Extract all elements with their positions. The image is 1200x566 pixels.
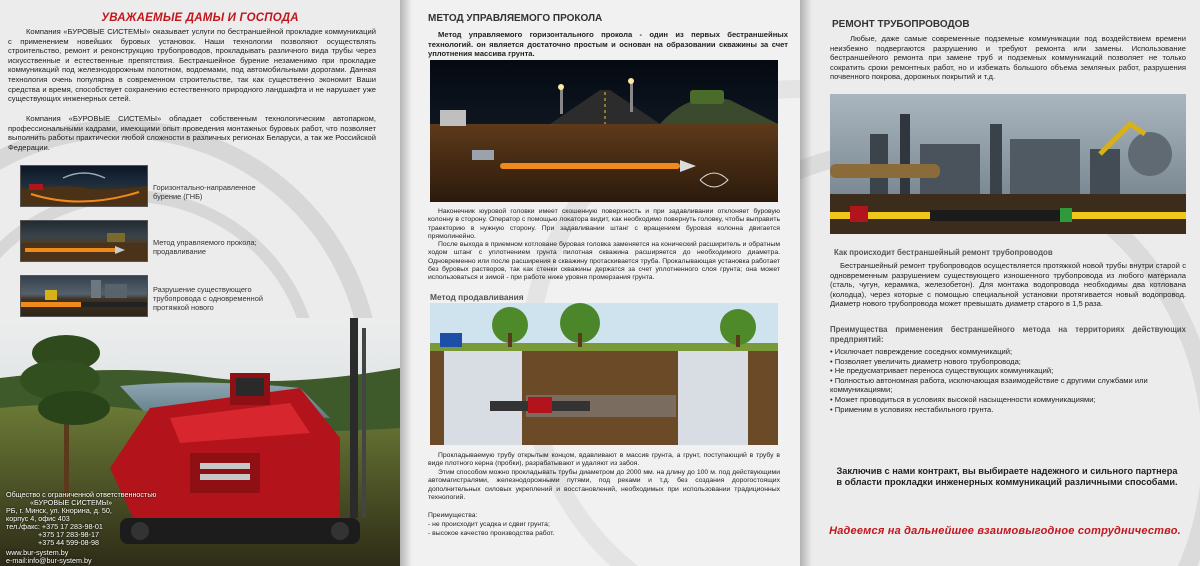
contact-phone-fax: тел./факс: +375 17 283-98-01 (6, 522, 103, 531)
lead-paragraph: Метод управляемого горизонтального прокола - один из первых бестраншейных технологий. он является достаточно простым и основан на образовании скважины за счет уплотнения массива грунта. (428, 30, 788, 59)
piercing-illustration (430, 60, 778, 202)
section-title: РЕМОНТ ТРУБОПРОВОДОВ (832, 19, 970, 30)
repair-process-paragraph: Бестраншейный ремонт трубопроводов осуществляется протяжкой новой трубы внутри старой с одновременным разрушением существующего изношенного трубопровода из любого материала (сталь, чугун, керамика, железобетон). Для монтажа водопровода необходимы два котлована (колодца), через которые с помощью специальной установки протягивается новый водопровод. Диаметр нового трубопровода может превышать диаметр старого в 1,5 раза. (830, 261, 1186, 309)
contact-website-link[interactable]: www.bur-system.by (6, 548, 69, 557)
list-item: • Позволяет увеличить диаметр нового трубопровода; (830, 356, 1021, 366)
subsection-title: Метод продавливания (430, 292, 524, 302)
advantages-title: Преимущества: (428, 512, 478, 519)
intro-paragraph: Компания «БУРОВЫЕ СИСТЕМЫ» оказывает услуги по бестраншейной прокладке коммуникаций с применением новейших буровых установок. Наши технологии позволяют осуществлять строительство, ремонт и реконструкцию трубопроводов, прокладывать различного вида трубы через искусственные и естественные препятствия. Бестраншейное бурение незаменимо при прокладке коммуникаций под железнодорожным полотном, водоемами, под автомобильными дорогами. Данная технология очень популярна в современном строительстве, так как существенно экономит Ваши средства и время, способствует сохранению естественного природного ландшафта и не нарушает уже существующих инженерных сетей. (8, 27, 376, 104)
method-label-piercing: Метод управляемого прокола; продавливание (153, 238, 257, 256)
list-item: • Не предусматривает переноса существующих коммуникаций; (830, 366, 1054, 376)
advantage-item: - высокое качество производства работ. (428, 530, 555, 537)
panel-piercing-method (400, 0, 800, 566)
page-fold-shadow (400, 0, 412, 566)
paragraph-pushing: Прокладываемую трубу открытым концом, вдавливают в массив грунта, а грунт, поступающий в трубу в виде плотного керна (пробки), разрабатывают и удаляют из забоя. (428, 452, 780, 468)
contact-email-link[interactable]: e-mail:info@bur-system.by (6, 556, 92, 565)
closing-slogan: Надеемся на дальнейшее взаимовыгодное сотрудничество. (829, 525, 1181, 537)
intro-paragraph: Любые, даже самые современные подземные коммуникации под воздействием времени неизбежно подвергаются разрушению и требуют ремонта или замены. Использование бестраншейного ремонта при замене труб и подземных коммуникаций позволяет не только сократить сроки ремонтных работ, но и избежать большого объема земляных работ, разрушения почвенного покрова, дорожных покрытий и т.д. (830, 34, 1186, 82)
panel-pipe-repair (800, 0, 1200, 566)
section-title: МЕТОД УПРАВЛЯЕМОГО ПРОКОЛА (428, 13, 603, 24)
subsection-title: Как происходит бестраншейный ремонт трубопроводов (834, 248, 1053, 257)
contract-statement: Заключив с нами контракт, вы выбираете надежного и сильного партнера в области прокладки инженерных коммуникаций различными способами. (836, 466, 1178, 487)
method-label-hdd: Горизонтально-направленное бурение (ГНБ) (153, 183, 256, 201)
contact-company-line1: Общество с ограниченной ответственностью (6, 490, 157, 499)
advantages-list (830, 347, 1186, 414)
contact-address-line2: корпус 4, офис 403 (6, 514, 70, 523)
contact-phone-3: +375 44 599-08-98 (38, 538, 99, 547)
pipe-repair-illustration (830, 94, 1186, 234)
page-title: УВАЖАЕМЫЕ ДАМЫ И ГОСПОДА (101, 12, 299, 24)
list-item: • Полностью автономная работа, исключающая взаимодействие с другими службами или коммуникациями; (830, 375, 1148, 395)
paragraph-expansion: После выхода в приемном котловане буровая головка заменяется на конический расширитель и обратным ходом штанг с уплотнением грунта пилотная скважина расширяется до необходимого диаметра. Одновременно или после расширения в скважину протаскивается труба. Прокалывающая установка работает без буровых растворов, так как стенки скважины держатся за счет уплотненного слоя грунта; она может использоваться и зимой - при работе ниже уровня промерзания грунта. (428, 241, 780, 282)
list-item: • Применим в условиях нестабильного грунта. (830, 404, 994, 414)
contact-company-line2: «БУРОВЫЕ СИСТЕМЫ» (30, 498, 113, 507)
company-paragraph: Компания «БУРОВЫЕ СИСТЕМЫ» обладает собственным технологическим автопарком, профессиональными кадрами, имеющими опыт проведения монтажных буровых работ, что позволяет выполнить работы практически любой сложности в различных регионах Беларуси, а так же Российской Федерации. (8, 114, 376, 152)
pipe-bursting-thumbnail (20, 275, 148, 317)
panel-intro (0, 0, 400, 566)
paragraph-diameter: Этим способом можно прокладывать трубы диаметром до 2000 мм. на длину до 100 м. под действующими автомагистралями, железнодорожными путями, под реками и т.д. без создания дорогостоящих дополнительных силовых укреплений и восстановлений, необходимых при использовании традиционных технологий. (428, 469, 780, 501)
advantages-title: Преимущества применения бестраншейного метода на территориях действующих предприятий: (830, 325, 1186, 344)
list-item: • Может проводиться в условиях высокой насыщенности коммуникациями; (830, 394, 1096, 404)
hdd-thumbnail (20, 165, 148, 207)
contact-address-line1: РБ, г. Минск, ул. Кнорина, д. 50, (6, 506, 112, 515)
paragraph-steering: Наконечник юуровой головки имеет скошенную поверхность и при задавливании отклоняет буровую колонну в сторону. Оператор с помощью локатора видит, как необходимо повернуть головку, чтобы выправить траекторию в нужную сторону. При задавливании штанг с вращением буровая колонна двигается прямолинейно. (428, 208, 780, 240)
piercing-thumbnail (20, 220, 148, 262)
page-fold-shadow (800, 0, 812, 566)
contact-phone-2: +375 17 283-98-17 (38, 530, 99, 539)
pushing-illustration (430, 303, 778, 445)
list-item: • Исключает повреждение соседних коммуникаций; (830, 347, 1013, 356)
advantage-item: - не происходит усадка и сдвиг грунта; (428, 521, 550, 528)
method-label-bursting: Разрушение существующего трубопровода с одновременной протяжкой нового (153, 285, 263, 312)
